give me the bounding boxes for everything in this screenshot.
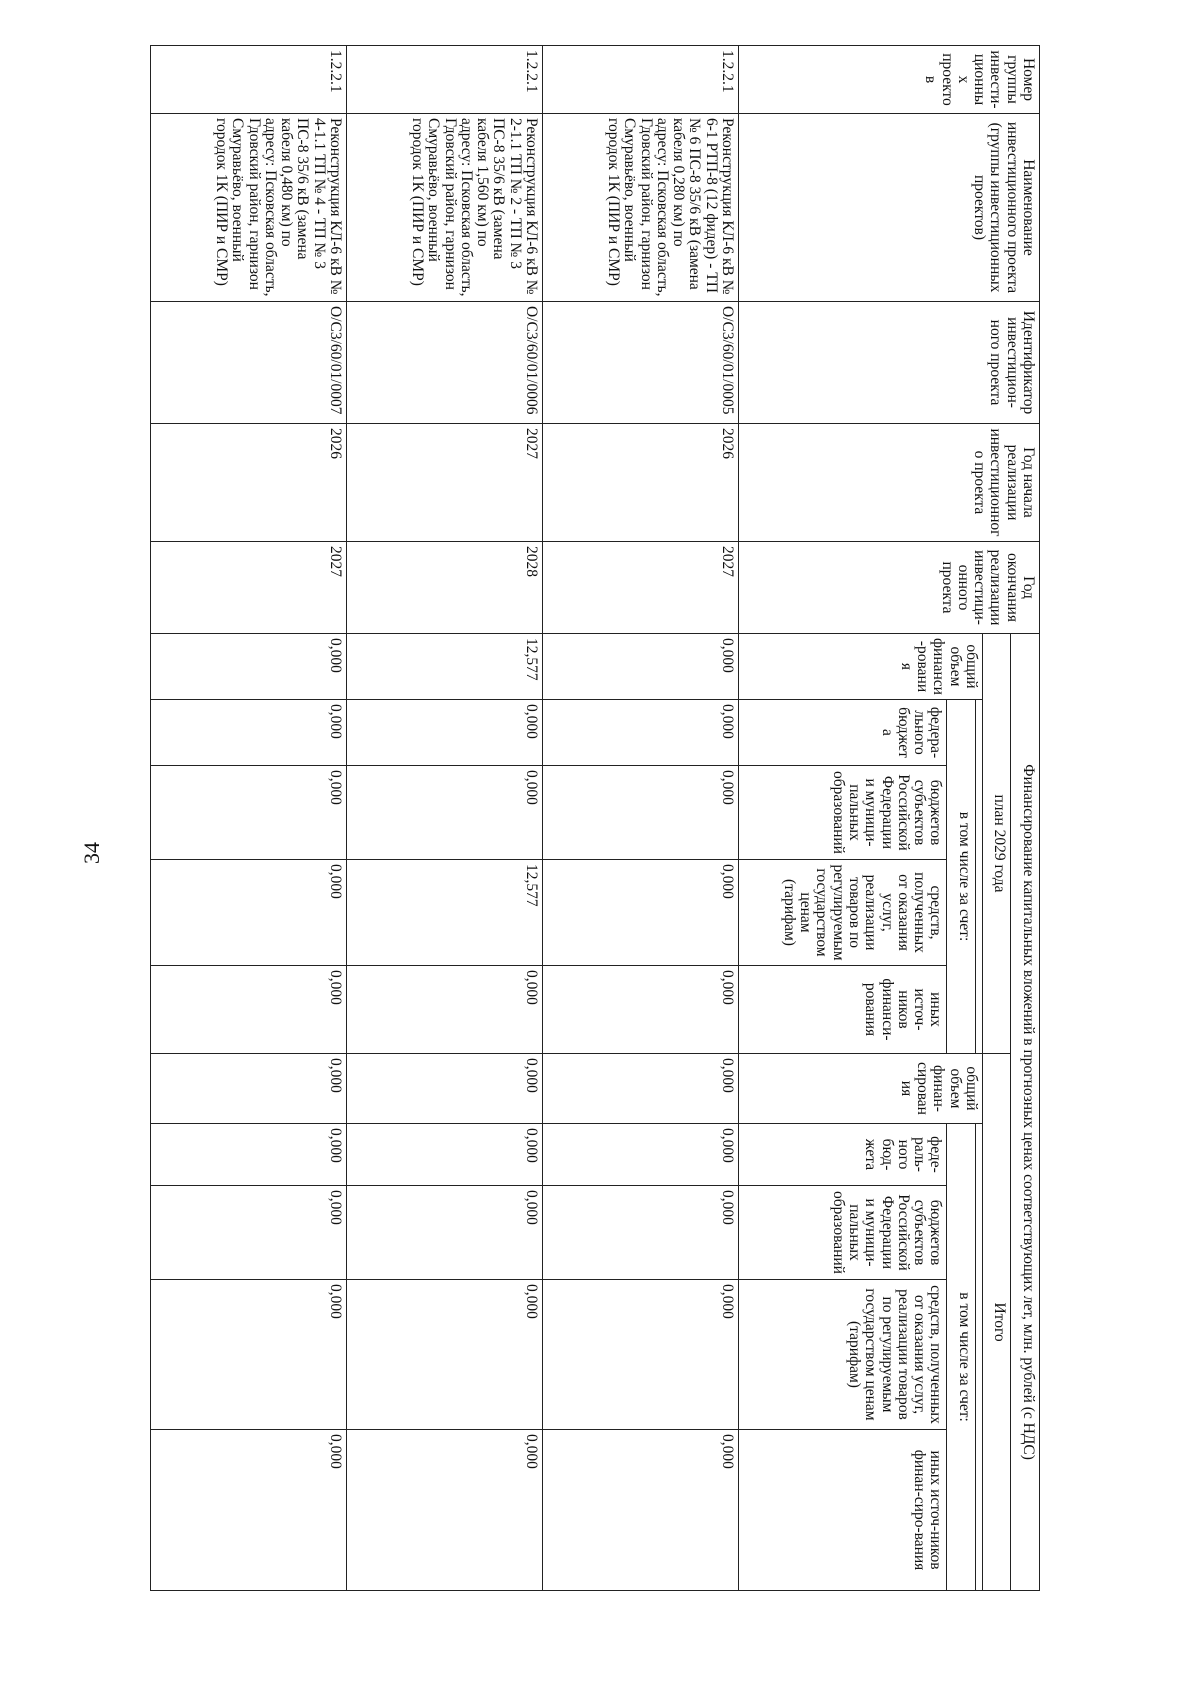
- header-plan-blank: [975, 700, 982, 1054]
- investment-table: [150, 45, 1040, 1591]
- cell-plan-federal: 0,000: [543, 700, 739, 766]
- cell-start: 2027: [347, 424, 543, 542]
- cell-end: 2027: [543, 542, 739, 634]
- cell-plan-federal: 0,000: [151, 700, 347, 766]
- header-project-name: Наименование инвестиционного проекта (группы инвестиционных проектов): [739, 114, 1040, 302]
- header-itogo-blank: [975, 1124, 982, 1591]
- header-regional: бюджетов субъектов Российской Федерации и муници-пальных образований: [739, 766, 947, 860]
- cell-total-total: 0,000: [543, 1054, 739, 1124]
- cell-id: О/С3/60/01/0006: [347, 302, 543, 424]
- cell-total-other: 0,000: [151, 1430, 347, 1591]
- cell-plan-tariff: 0,000: [151, 860, 347, 966]
- header-federal-itogo: феде-раль-ного бюд-жета: [739, 1124, 947, 1186]
- cell-plan-tariff: 0,000: [543, 860, 739, 966]
- cell-total-federal: 0,000: [347, 1124, 543, 1186]
- cell-end: 2028: [347, 542, 543, 634]
- header-row-1: [1011, 46, 1040, 1591]
- table-row: [347, 46, 543, 1591]
- cell-name: Реконструкция КЛ-6 кВ № 4-1.1 ТП № 4 - ТП № 3 ПС-8 35/6 кВ (замена кабеля 0,480 км) по адресу: Псковская область, Гдовский район, гарнизон Смуравьёво, военный городок 1К (ПИР и СМР): [151, 114, 347, 302]
- cell-plan-total: 0,000: [151, 634, 347, 700]
- header-federal: федера-льного бюджета: [739, 700, 947, 766]
- header-project-id: Идентификатор инвестицион-ного проекта: [739, 302, 1040, 424]
- cell-total-tariff: 0,000: [543, 1280, 739, 1430]
- cell-id: О/С3/60/01/0005: [543, 302, 739, 424]
- header-total-volume-itogo: общий объем финан-сирования: [739, 1054, 983, 1124]
- header-other: иных источ-ников финанси-рования: [739, 966, 947, 1054]
- cell-plan-federal: 0,000: [347, 700, 543, 766]
- header-total-volume: общий объем финанси-рования: [739, 634, 983, 700]
- header-start-year: Год начала реализации инвестиционного проекта: [739, 424, 1040, 542]
- cell-total-other: 0,000: [543, 1430, 739, 1591]
- cell-total-other: 0,000: [347, 1430, 543, 1591]
- cell-plan-other: 0,000: [543, 966, 739, 1054]
- cell-total-tariff: 0,000: [347, 1280, 543, 1430]
- cell-plan-regional: 0,000: [543, 766, 739, 860]
- cell-total-federal: 0,000: [543, 1124, 739, 1186]
- cell-start: 2026: [543, 424, 739, 542]
- header-end-year: Год окончания реализации инвестици-онного проекта: [739, 542, 1040, 634]
- cell-group: 1.2.2.1: [347, 46, 543, 114]
- rotated-table-wrapper: [150, 45, 1040, 1590]
- cell-total-federal: 0,000: [151, 1124, 347, 1186]
- header-financing: Финансирование капитальных вложений в прогнозных ценах соответствующих лет, млн. рублей (с НДС): [1011, 634, 1040, 1591]
- cell-total-tariff: 0,000: [151, 1280, 347, 1430]
- cell-id: О/С3/60/01/0007: [151, 302, 347, 424]
- cell-name: Реконструкция КЛ-6 кВ № 6-1 РТП-8 (12 фидер) - ТП № 6 ПС-8 35/6 кВ (замена кабеля 0,280 км) по адресу: Псковская область, Гдовский район, гарнизон Смуравьёво, военный городок 1К (ПИР и СМР): [543, 114, 739, 302]
- cell-name: Реконструкция КЛ-6 кВ № 2-1.1 ТП № 2 - ТП № 3 ПС-8 35/6 кВ (замена кабеля 1,560 км) по адресу: Псковская область, Гдовский район, гарнизон Смуравьёво, военный городок 1К (ПИР и СМР): [347, 114, 543, 302]
- header-group-number: Номер группы инвести-ционных проектов: [739, 46, 1040, 114]
- header-regional-itogo: бюджетов субъектов Российской Федерации и муници-пальных образований: [739, 1186, 947, 1280]
- cell-start: 2026: [151, 424, 347, 542]
- header-total: Итого: [982, 1054, 1011, 1591]
- cell-total-regional: 0,000: [543, 1186, 739, 1280]
- cell-total-regional: 0,000: [347, 1186, 543, 1280]
- cell-total-regional: 0,000: [151, 1186, 347, 1280]
- cell-total-total: 0,000: [347, 1054, 543, 1124]
- cell-group: 1.2.2.1: [151, 46, 347, 114]
- header-incl-itogo: в том числе за счет:: [947, 1124, 976, 1591]
- cell-plan-total: 12,577: [347, 634, 543, 700]
- cell-plan-regional: 0,000: [151, 766, 347, 860]
- header-plan-2029: план 2029 года: [982, 634, 1011, 1054]
- header-incl: в том числе за счет:: [947, 700, 976, 1054]
- cell-group: 1.2.2.1: [543, 46, 739, 114]
- cell-plan-tariff: 12,577: [347, 860, 543, 966]
- cell-plan-other: 0,000: [151, 966, 347, 1054]
- table-row: [151, 46, 347, 1591]
- cell-end: 2027: [151, 542, 347, 634]
- cell-plan-regional: 0,000: [347, 766, 543, 860]
- header-other-itogo: иных источ-ников финан-сиро-вания: [739, 1430, 947, 1591]
- cell-total-total: 0,000: [151, 1054, 347, 1124]
- header-tariff-itogo: средств, полученных от оказания услуг, реализации товаров по регулируемым государством ценам (тарифам): [739, 1280, 947, 1430]
- cell-plan-total: 0,000: [543, 634, 739, 700]
- header-tariff: средств, полученных от оказания услуг, реализации товаров по регулируемым государством ценам (тарифам): [739, 860, 947, 966]
- table-row: [543, 46, 739, 1591]
- cell-plan-other: 0,000: [347, 966, 543, 1054]
- page-number: 34: [79, 842, 104, 864]
